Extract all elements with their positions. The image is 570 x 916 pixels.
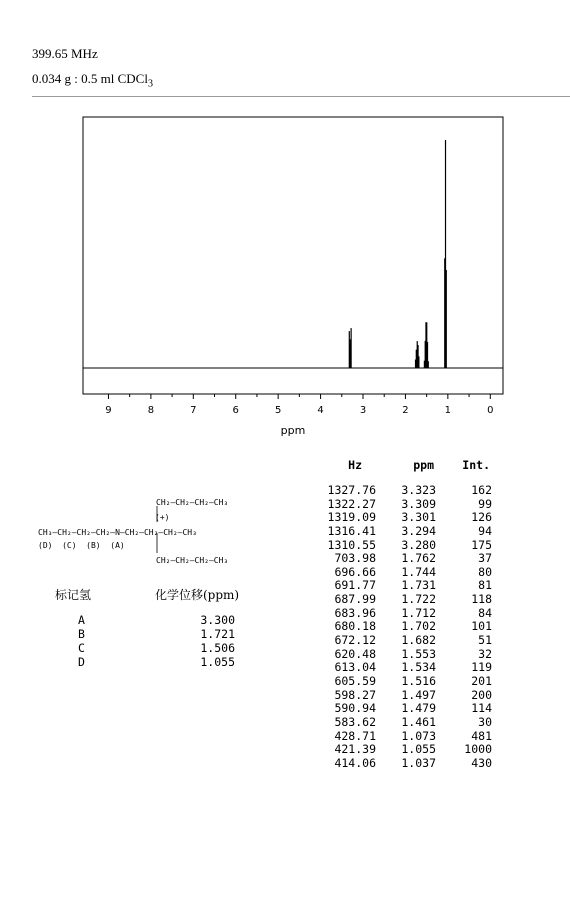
x-tick-label: 5: [274, 405, 282, 416]
peak-ppm: 1.731: [401, 578, 436, 593]
peak-row: [318, 689, 492, 703]
peak-ppm: 1.497: [401, 687, 436, 702]
peak-int: 162: [471, 483, 492, 497]
x-tick-label: 3: [359, 405, 367, 416]
peak-row: [318, 702, 492, 716]
peak-hz: 598.27: [334, 687, 376, 702]
structure-charge: (+): [155, 513, 170, 522]
peak-ppm: 1.682: [401, 633, 436, 648]
peak-hz: 1322.27: [327, 496, 376, 511]
peak-hz: 672.12: [334, 633, 376, 648]
peak-int: 175: [471, 537, 492, 552]
peak-hz: 590.94: [334, 701, 376, 716]
x-tick-label: 1: [444, 405, 452, 416]
peak-ppm: 1.762: [401, 551, 436, 566]
x-tick-label: 6: [232, 405, 239, 416]
peak-ppm: 1.702: [401, 619, 436, 634]
spectrum-peaks: [349, 140, 446, 368]
peak-ppm: 3.309: [401, 496, 436, 511]
peak-ppm: 3.301: [401, 510, 436, 525]
x-tick-label: 9: [105, 405, 112, 416]
peak-int: 114: [471, 701, 492, 716]
assignment-label: A: [78, 613, 85, 627]
structure-upper-chain: CH₂—CH₂—CH₂—CH₃: [156, 498, 229, 507]
peak-ppm: 1.037: [401, 755, 436, 770]
peak-row: [318, 743, 492, 757]
peak-int: 94: [478, 523, 492, 538]
assignment-label: C: [78, 641, 85, 655]
peak-int: 119: [471, 660, 492, 675]
peak-row: [318, 593, 492, 607]
peak-ppm: 1.534: [401, 660, 436, 675]
peak-ppm: 1.479: [401, 701, 436, 716]
peak-ppm: 1.461: [401, 714, 436, 729]
peak-int: 51: [478, 633, 492, 648]
peak-row: [318, 579, 492, 593]
assignment-shift: 1.721: [200, 627, 235, 641]
spectrometer-frequency: 399.65 MHz: [32, 46, 98, 61]
peak-ppm: 1.722: [401, 592, 436, 607]
x-tick-label: 8: [147, 405, 155, 416]
peak-hz: 703.98: [334, 551, 376, 566]
peak-int: 32: [478, 646, 492, 661]
sample-text: 0.034 g : 0.5 ml CDCl: [32, 71, 148, 86]
peak-row: [318, 525, 492, 539]
peak-row: [318, 675, 492, 689]
peak-table-header: [318, 458, 492, 472]
peak-hz: 680.18: [334, 619, 376, 634]
peak-ppm: 1.055: [401, 742, 436, 757]
peak-row: [318, 539, 492, 553]
peak-ppm: 1.553: [401, 646, 436, 661]
peak-hz: 687.99: [334, 592, 376, 607]
peak-row: [318, 552, 492, 566]
assignment-header-label: 标记氢: [55, 588, 92, 602]
peak-int: 118: [471, 592, 492, 607]
x-axis-ticks: [105, 394, 493, 416]
peak-int: 99: [478, 496, 492, 511]
peak-hz: 683.96: [334, 605, 376, 620]
x-tick-label: 4: [317, 405, 324, 416]
peak-ppm: 1.073: [401, 728, 436, 743]
peak-hz: 1310.55: [327, 537, 376, 552]
header-ppm: ppm: [413, 458, 434, 472]
peak-hz: 1319.09: [327, 510, 376, 525]
peak-hz: 1316.41: [327, 523, 376, 538]
peak-row: [318, 661, 492, 675]
structure-position-labels: (D) (C) (B) (A): [38, 541, 125, 550]
assignment-label: B: [78, 627, 85, 641]
structure-lower-chain: CH₂—CH₂—CH₂—CH₃: [156, 556, 229, 565]
solvent-subscript: 3: [147, 78, 153, 90]
peak-row: [318, 607, 492, 621]
plot-frame: [83, 117, 503, 394]
peak-int: 101: [471, 619, 492, 634]
peak-int: 430: [471, 755, 492, 770]
peak-ppm: 1.744: [401, 564, 436, 579]
peak-hz: 421.39: [334, 742, 376, 757]
assignment-row: [55, 655, 239, 669]
peak-int: 80: [478, 564, 492, 579]
peak-hz: 696.66: [334, 564, 376, 579]
peak-row: [318, 511, 492, 525]
peak-row: [318, 648, 492, 662]
peak-int: 201: [471, 673, 492, 688]
peak-int: 481: [471, 728, 492, 743]
peak-table: [318, 458, 492, 770]
peak-row: [318, 716, 492, 730]
assignment-row: [55, 641, 239, 655]
assignment-shift: 1.506: [200, 641, 235, 655]
peak-hz: 691.77: [334, 578, 376, 593]
assignment-table: [55, 586, 239, 669]
peak-row: [318, 730, 492, 744]
peak-int: 1000: [464, 742, 492, 757]
peak-row: [318, 620, 492, 634]
assignment-header-shift: 化学位移(ppm): [155, 588, 240, 602]
peak-int: 84: [478, 605, 492, 620]
peak-int: 200: [471, 687, 492, 702]
peak-int: 81: [478, 578, 492, 593]
peak-hz: 605.59: [334, 673, 376, 688]
peak-ppm: 3.323: [401, 483, 436, 497]
peak-row: [318, 757, 492, 771]
peak-int: 126: [471, 510, 492, 525]
peak-row: [318, 498, 492, 512]
peak-ppm: 3.280: [401, 537, 436, 552]
nmr-spectrum-chart: [0, 0, 570, 450]
peak-row: [318, 566, 492, 580]
peak-ppm: 1.516: [401, 673, 436, 688]
peak-row: [318, 484, 492, 498]
x-tick-label: 2: [402, 405, 409, 416]
x-axis-label: ppm: [280, 424, 306, 437]
peak-table-body: [318, 484, 492, 770]
assignment-header: [55, 586, 239, 603]
peak-row: [318, 634, 492, 648]
structure-main-chain: CH₃—CH₂—CH₂—CH₂—N—CH₂—CH₂—CH₂—CH₃: [38, 528, 197, 537]
assignment-row: [55, 627, 239, 641]
assignment-label: D: [78, 655, 85, 669]
peak-hz: 1327.76: [327, 483, 376, 497]
peak-hz: 428.71: [334, 728, 376, 743]
peak-ppm: 3.294: [401, 523, 436, 538]
assignment-shift: 1.055: [200, 655, 235, 669]
peak-int: 30: [478, 714, 492, 729]
peak-ppm: 1.712: [401, 605, 436, 620]
x-tick-label: 0: [487, 405, 494, 416]
peak-hz: 620.48: [334, 646, 376, 661]
header-hz: Hz: [348, 458, 362, 472]
peak-hz: 583.62: [334, 714, 376, 729]
assignment-body: [55, 613, 239, 669]
peak-hz: 414.06: [334, 755, 376, 770]
assignment-shift: 3.300: [200, 613, 235, 627]
peak-int: 37: [478, 551, 492, 566]
header-int: Int.: [462, 458, 490, 472]
x-tick-label: 7: [190, 405, 197, 416]
assignment-row: [55, 613, 239, 627]
peak-hz: 613.04: [334, 660, 376, 675]
